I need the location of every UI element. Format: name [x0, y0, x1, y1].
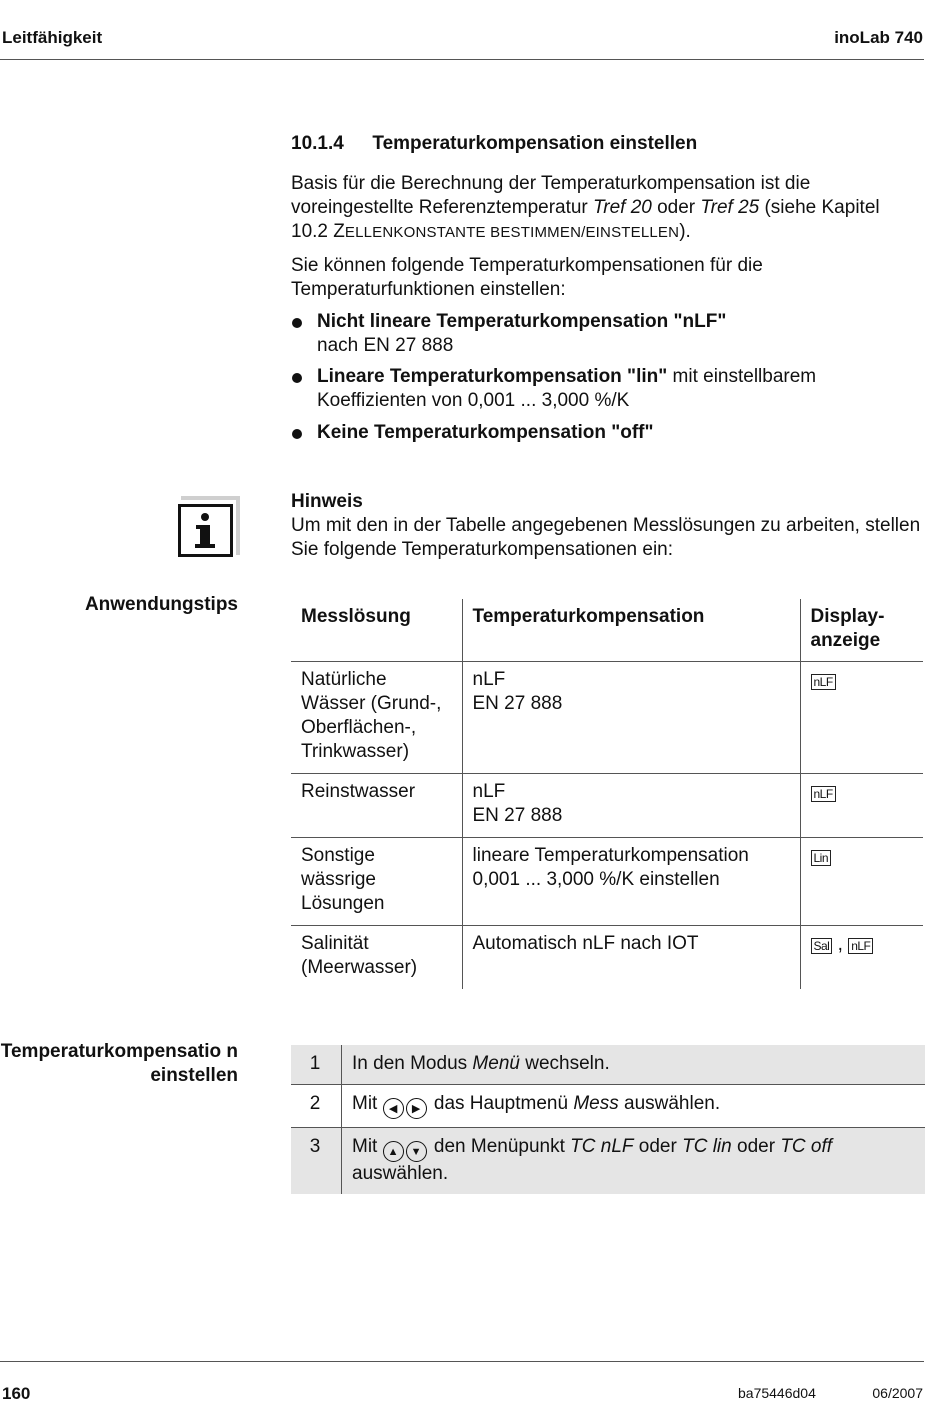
column-header-display: Display- anzeige	[800, 599, 923, 662]
tref20-term: Tref 20	[593, 197, 652, 218]
step-number: 1	[291, 1045, 342, 1085]
bullet-item	[317, 421, 923, 445]
right-arrow-key-icon: ▶	[406, 1098, 427, 1119]
step-text: Mit ◀ ▶ das Hauptmenü Mess auswählen.	[342, 1085, 926, 1128]
solution-cell: Salinität (Meerwasser)	[301, 933, 418, 978]
procedure-side-label	[0, 1040, 238, 1088]
document-date: 06/2007	[872, 1385, 923, 1401]
mess-menu-term: Mess	[573, 1093, 619, 1114]
bullet-text: mit einstellbarem Koeffizienten von 0,001 ... 3,000 %/K	[317, 366, 817, 411]
step-row	[291, 1045, 925, 1085]
procedure-label-text: Temperaturkompensatio n einstellen	[0, 1041, 238, 1086]
document-id: ba75446d04	[738, 1385, 816, 1401]
display-cell	[800, 926, 923, 990]
column-header-solution: Messlösung	[291, 599, 462, 662]
solution-cell: Sonstige wässrige Lösungen	[291, 838, 462, 926]
bullet-item	[317, 310, 923, 358]
up-arrow-key-icon: ▲	[383, 1141, 404, 1162]
table-row	[291, 926, 923, 990]
table-row	[291, 774, 923, 838]
bullet-dot	[292, 429, 302, 439]
display-cell	[800, 662, 923, 774]
section-number: 10.1.4	[291, 133, 344, 154]
table-row	[291, 662, 923, 774]
bullet-dot	[292, 373, 302, 383]
down-arrow-key-icon: ▼	[406, 1141, 427, 1162]
menu-mode-term: Menü	[472, 1053, 520, 1074]
applications-side-label: Anwendungstips	[84, 594, 238, 615]
display-symbol-lin: Lin	[811, 850, 832, 866]
display-separator: ,	[837, 934, 843, 955]
step-text: Mit ▲ ▼ den Menüpunkt TC nLF oder TC lin oder TC off auswählen.	[342, 1128, 926, 1195]
info-icon	[178, 496, 240, 558]
note-text: Um mit den in der Tabelle angegebenen Messlösungen zu arbeiten, stellen Sie folgende Temperaturkompensationen ein:	[291, 515, 921, 560]
compensation-cell: nLF EN 27 888	[462, 774, 800, 838]
note-title: Hinweis	[291, 491, 363, 512]
compensation-cell: nLF EN 27 888	[462, 662, 800, 774]
tc-nlf-term: TC nLF	[570, 1136, 634, 1157]
tc-off-term: TC off	[780, 1136, 833, 1157]
intro-text: ).	[679, 221, 691, 242]
step-row	[291, 1085, 925, 1128]
column-header-compensation: Temperaturkompensation	[462, 599, 800, 662]
display-cell	[800, 838, 923, 926]
step-row	[291, 1128, 925, 1195]
solution-cell: Reinstwasser	[291, 774, 462, 838]
compensation-cell: lineare Temperaturkompensation 0,001 ... 3,000 %/K einstellen	[462, 838, 800, 926]
chapter-reference[interactable]: 10.2 ZELLENKONSTANTE BESTIMMEN/EINSTELLEN	[291, 221, 680, 242]
table-row	[291, 838, 923, 926]
procedure-steps-table	[291, 1045, 925, 1194]
compensation-cell: Automatisch nLF nach IOT	[462, 926, 800, 990]
display-symbol-nlf: nLF	[811, 786, 836, 802]
bullet-text: nach EN 27 888	[317, 335, 454, 356]
intro-text: oder	[651, 197, 701, 218]
display-symbol-nlf: nLF	[848, 938, 873, 954]
tref25-term: Tref 25	[700, 197, 760, 218]
left-arrow-key-icon: ◀	[383, 1098, 404, 1119]
bullet-title: Lineare Temperaturkompensation "lin"	[317, 366, 668, 387]
step-number: 2	[291, 1085, 342, 1128]
step-text: In den Modus Menü wechseln.	[342, 1045, 926, 1085]
section-heading	[291, 133, 697, 155]
note-block	[291, 490, 923, 562]
tc-lin-term: TC lin	[682, 1136, 732, 1157]
intro-text: Basis für die Berechnung der Temperaturkompensation ist die voreingestellte Referenztemperatur	[291, 173, 811, 218]
section-title: Temperaturkompensation einstellen	[372, 133, 698, 154]
display-symbol-sal: Sal	[811, 938, 833, 954]
solution-cell: Natürliche Wässer (Grund-, Oberflächen-, Trinkwasser)	[291, 662, 462, 774]
step-number: 3	[291, 1128, 342, 1195]
header-chapter: Leitfähigkeit	[2, 28, 103, 47]
page-number: 160	[2, 1384, 31, 1403]
intro-paragraph-2: Sie können folgende Temperaturkompensationen für die Temperaturfunktionen einstellen:	[291, 255, 763, 300]
display-cell	[800, 774, 923, 838]
footer-divider	[0, 1361, 924, 1362]
table-header-row	[291, 599, 923, 662]
intro-paragraph	[291, 172, 923, 245]
header-divider	[0, 59, 924, 60]
bullet-dot	[292, 318, 302, 328]
header-product: inoLab 740	[834, 28, 923, 47]
bullet-item	[317, 365, 877, 413]
bullet-title: Keine Temperaturkompensation "off"	[317, 422, 654, 443]
display-symbol-nlf: nLF	[811, 674, 836, 690]
applications-table	[291, 599, 923, 989]
intro-text: (siehe Kapitel	[759, 197, 880, 218]
bullet-title: Nicht lineare Temperaturkompensation "nLF"	[317, 311, 727, 332]
